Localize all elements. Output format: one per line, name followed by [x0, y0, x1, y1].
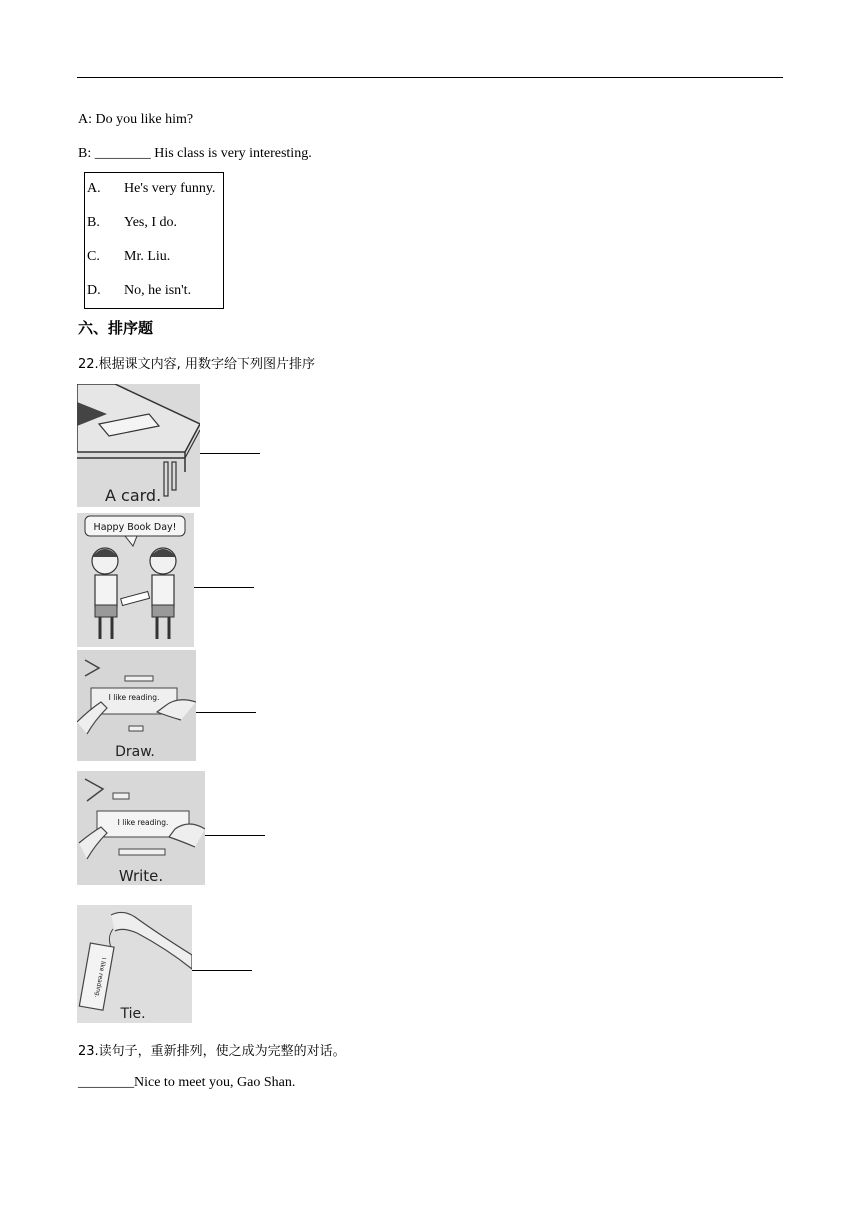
caption-a-card: A card. — [105, 486, 162, 505]
picture-boys — [77, 513, 194, 647]
card-text-tie: I like reading. — [93, 956, 108, 999]
card-text-write: I like reading. — [117, 818, 169, 827]
picture-tie — [77, 905, 192, 1023]
q23-line-1: ________Nice to meet you, Gao Shan. — [78, 1075, 296, 1090]
hands-writing-icon — [77, 771, 205, 885]
q23-prompt: 23.读句子，重新排列，使之成为完整的对话。 — [78, 1044, 346, 1059]
card-on-desk-icon — [77, 384, 200, 507]
option-c[interactable]: C. Mr. Liu. — [87, 249, 171, 264]
dialogue-line-a: A: Do you like him? — [78, 112, 194, 127]
section-title: 六、排序题 — [78, 319, 154, 337]
options-box — [84, 172, 224, 309]
answer-blank-3[interactable] — [196, 712, 256, 713]
caption-write: Write. — [118, 867, 164, 885]
header-rule — [77, 77, 783, 78]
picture-card — [77, 384, 200, 507]
caption-tie: Tie. — [120, 1006, 146, 1022]
answer-blank-2[interactable] — [194, 587, 254, 588]
caption-draw: Draw. — [115, 744, 155, 760]
picture-draw — [77, 650, 196, 761]
q22-prompt: 22.根据课文内容, 用数字给下列图片排序 — [78, 357, 315, 372]
dialogue-line-b: B: ________ His class is very interesting. — [78, 146, 312, 161]
two-boys-exchanging-icon — [77, 513, 194, 647]
hands-drawing-icon — [77, 650, 196, 761]
option-b[interactable]: B. Yes, I do. — [87, 215, 178, 230]
option-d[interactable]: D. No, he isn't. — [87, 283, 192, 298]
option-a[interactable]: A. He's very funny. — [87, 181, 216, 196]
answer-blank-5[interactable] — [192, 970, 252, 971]
card-text-draw: I like reading. — [108, 693, 160, 702]
answer-blank-1[interactable] — [200, 453, 260, 454]
answer-blank-4[interactable] — [205, 835, 265, 836]
speech-bubble-text: Happy Book Day! — [93, 522, 177, 533]
picture-write — [77, 771, 205, 885]
hand-tying-bookmark-icon — [77, 905, 192, 1023]
